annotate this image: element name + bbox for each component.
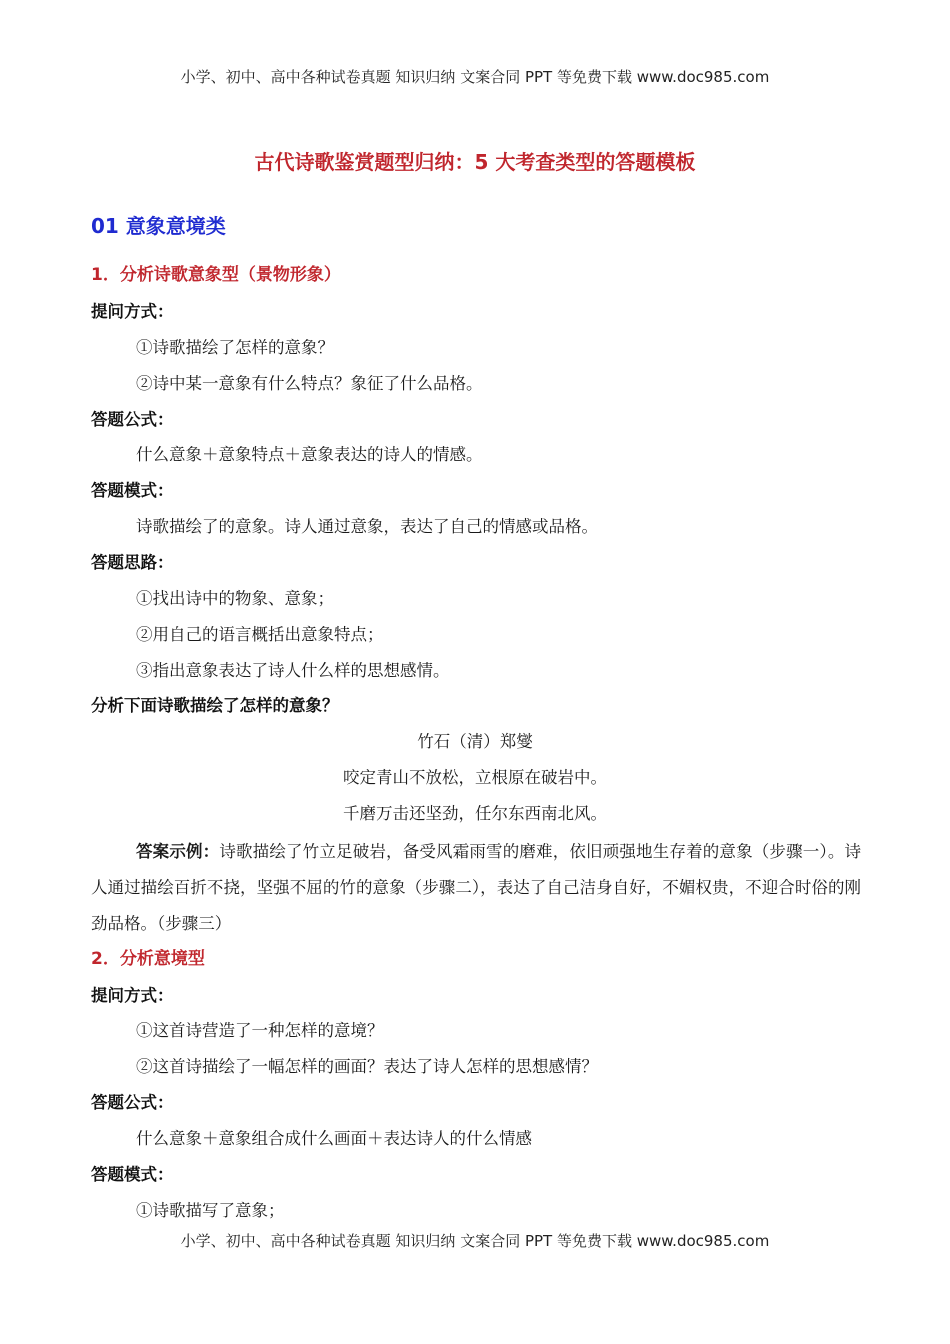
part1-question: 分析下面诗歌描绘了怎样的意象？ [91,696,339,715]
section-heading: 01 意象意境类 [91,214,226,238]
part1-mode-label: 答题模式： [91,481,174,500]
document-title: 古代诗歌鉴赏题型归纳：5 大考查类型的答题模板 [254,150,696,174]
part1-ask-item: ①诗歌描绘了怎样的意象？ [136,338,334,357]
part2-ask-item: ②这首诗描绘了一幅怎样的画面？表达了诗人怎样的思想感情？ [136,1057,598,1076]
part1-idea-item: ②用自己的语言概括出意象特点； [136,625,384,644]
part1-idea-label: 答题思路： [91,553,174,572]
part2-heading: 2．分析意境型 [91,949,205,969]
page-header: 小学、初中、高中各种试卷真题 知识归纳 文案合同 PPT 等免费下载 www.doc985.com [180,68,770,86]
part1-ask-item: ②诗中某一意象有什么特点？象征了什么品格。 [136,374,483,393]
answer-text: 诗歌描绘了竹立足破岩，备受风霜雨雪的磨难，依旧顽强地生存着的意象（步骤一）。诗人通过描绘百折不挠，坚强不屈的竹的意象（步骤二），表达了自己洁身自好，不媚权贵，不迎合时俗的刚劲品格。（步骤三） [91,842,862,933]
part2-formula: 什么意象＋意象组合成什么画面＋表达诗人的什么情感 [136,1129,532,1148]
part1-heading: 1．分析诗歌意象型（景物形象） [91,265,341,285]
part1-formula-label: 答题公式： [91,410,174,429]
part1-idea-item: ③指出意象表达了诗人什么样的思想感情。 [136,661,450,680]
poem-title: 竹石（清）郑燮 [417,732,533,751]
part2-formula-label: 答题公式： [91,1093,174,1112]
part1-ask-label: 提问方式： [91,302,174,321]
page-footer: 小学、初中、高中各种试卷真题 知识归纳 文案合同 PPT 等免费下载 www.doc985.com [180,1232,770,1250]
poem-line: 咬定青山不放松，立根原在破岩中。 [343,768,607,787]
part2-mode-item: ①诗歌描写了意象； [136,1201,285,1220]
part2-ask-item: ①这首诗营造了一种怎样的意境？ [136,1021,384,1040]
part2-ask-label: 提问方式： [91,986,174,1005]
part1-formula: 什么意象＋意象特点＋意象表达的诗人的情感。 [136,445,483,464]
part1-mode: 诗歌描绘了的意象。诗人通过意象，表达了自己的情感或品格。 [136,517,598,536]
poem-line: 千磨万击还坚劲，任尔东西南北风。 [343,804,607,823]
part1-idea-item: ①找出诗中的物象、意象； [136,589,334,608]
answer-label: 答案示例： [136,842,220,861]
part2-mode-label: 答题模式： [91,1165,174,1184]
answer-example [91,834,861,942]
